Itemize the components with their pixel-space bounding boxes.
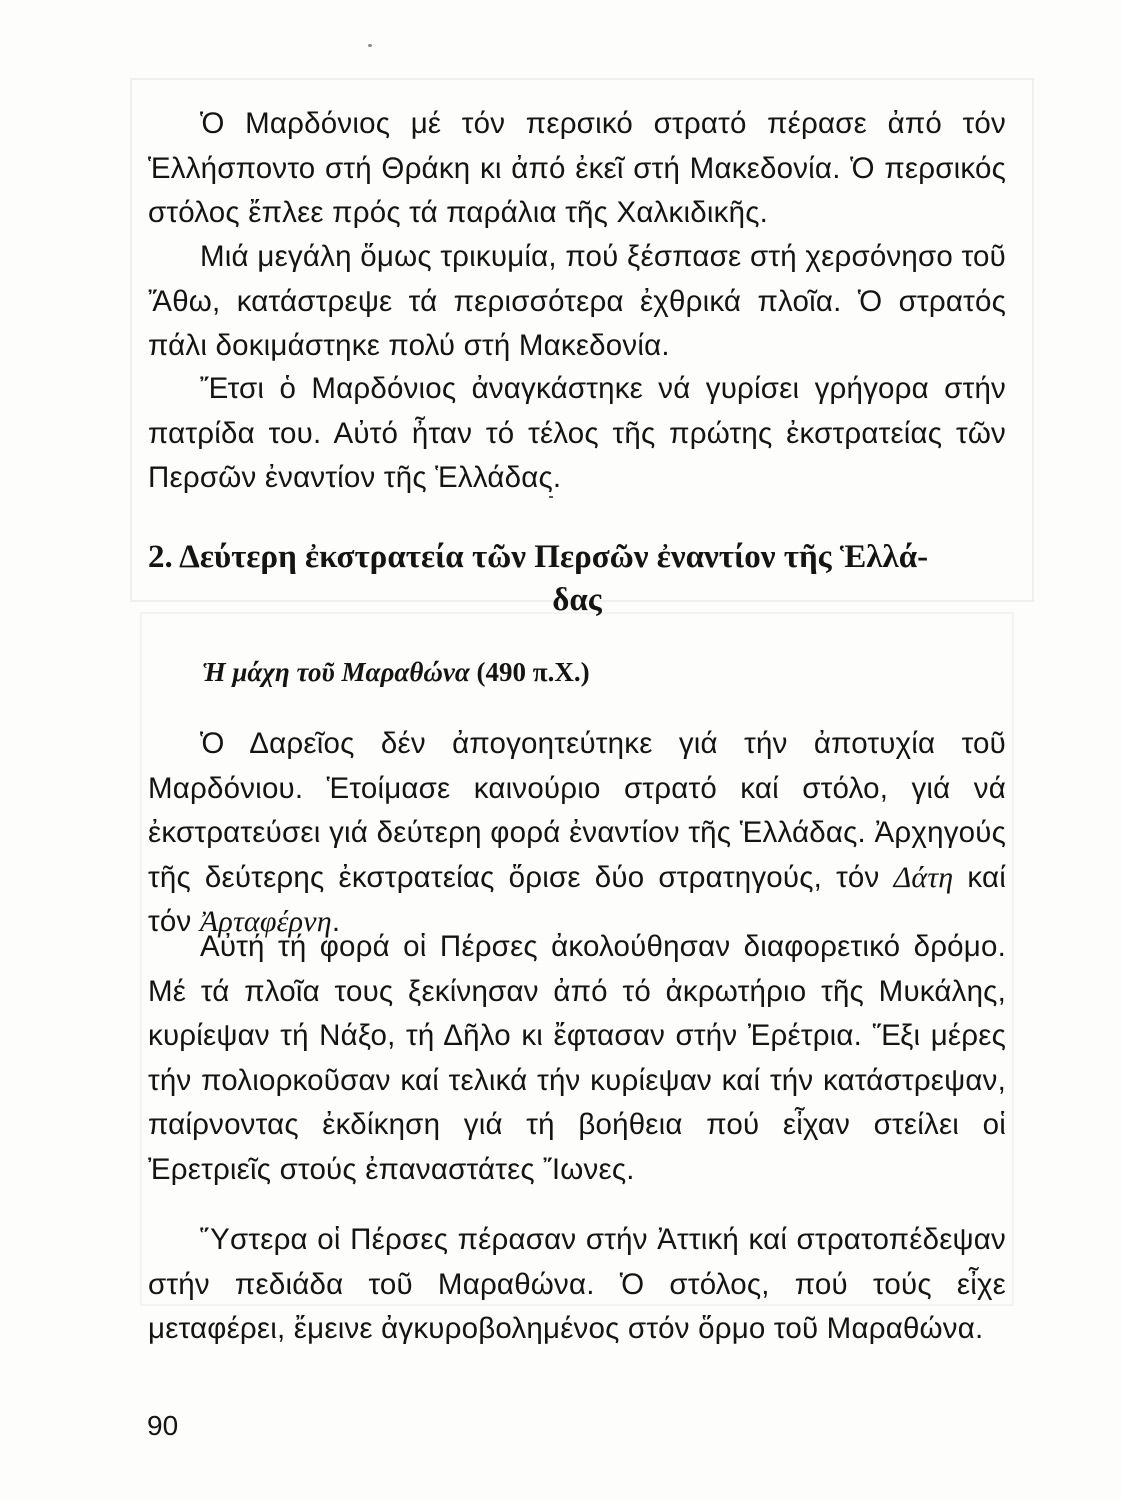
section-title [148,536,1006,622]
paragraph-darius-preparation [148,722,1006,945]
separator-mark [549,496,553,498]
paragraph-darius-end: . [331,905,341,938]
paper-speck [368,44,372,47]
page-number: 90 [147,1410,179,1441]
general-name-artaphernes: Ἀρταφέρνη [199,905,332,938]
section-title-line-1: 2. Δεύτερη ἐκστρατεία τῶν Περσῶν ἐναντίον τῆς Ἑλλά- [148,539,929,575]
subsection-title-text: Ἡ μάχη τοῦ Μαραθώνα [202,657,470,687]
paragraph-darius-join: καί τόν [148,860,1007,938]
paragraph-marathon-camp: Ὕστερα οἱ Πέρσες πέρασαν στήν Ἀττική καί στρατοπέδεψαν στήν πεδιάδα τοῦ Μαραθώνα. Ὁ στόλος, πού τούς εἶχε μεταφέρει, ἔμεινε ἀγκυροβολημένος στόν ὅρμο τοῦ Μαραθώνα. [148,1223,1006,1345]
paragraph-darius-text: Ὁ Δαρεῖος δέν ἀπογοητεύτηκε γιά τήν ἀποτυχία τοῦ Μαρδόνιου. Ἑτοίμασε καινούριο στρατό καί στόλο, γιά νά ἐκστρατεύσει γιά δεύτερη φορά ἐναντίον τῆς Ἑλλάδας. Ἀρχηγούς τῆς δεύτερης ἐκστρατείας ὅρισε δύο στρατηγούς, τόν [148,727,1006,894]
paragraph-storm-athos: Μιά μεγάλη ὅμως τρικυμία, πού ξέσπασε στή χερσόνησο τοῦ Ἄθω, κατάστρεψε τά περισσότερα ἐχθρικά πλοῖα. Ὁ στρατός πάλι δοκιμάστηκε πολύ στή Μακεδονία. [148,240,1006,362]
paragraph-mardonius-march: Ὁ Μαρδόνιος μέ τόν περσικό στρατό πέρασε ἀπό τόν Ἑλλήσποντο στή Θράκη κι ἀπό ἐκεῖ στή Μακεδονία. Ὁ περσικός στόλος ἔπλεε πρός τά παράλια τῆς Χαλκιδικῆς. [148,107,1006,229]
subsection-title [202,655,590,689]
general-name-datis: Δάτη [893,860,954,894]
paragraph-route-eretria: Αὐτή τή φορά οἱ Πέρσες ἀκολούθησαν διαφορετικό δρόμο. Μέ τά πλοῖα τους ξεκίνησαν ἀπό τό ἀκρωτήριο τῆς Μυκάλης, κυρίεψαν τή Νάξο, τή Δῆλο κι ἔφτασαν στήν Ἐρέτρια. Ἕξι μέρες τήν πολιορκοῦσαν καί τελικά τήν κυρίεψαν καί τήν κατάστρεψαν, παίρνοντας ἐκδίκηση γιά τή βοήθεια πού εἶχαν στείλει οἱ Ἐρετριεῖς στούς ἐπαναστάτες Ἴωνες. [148,930,1006,1186]
subsection-title-date: (490 π.Χ.) [476,657,590,687]
section-title-line-2: δας [552,582,602,618]
paragraph-end-first-campaign: Ἔτσι ὁ Μαρδόνιος ἀναγκάστηκε νά γυρίσει γρήγορα στήν πατρίδα του. Αὐτό ἦταν τό τέλος τῆς πρώτης ἐκστρατείας τῶν Περσῶν ἐναντίον τῆς Ἑλλάδας. [148,372,1006,494]
